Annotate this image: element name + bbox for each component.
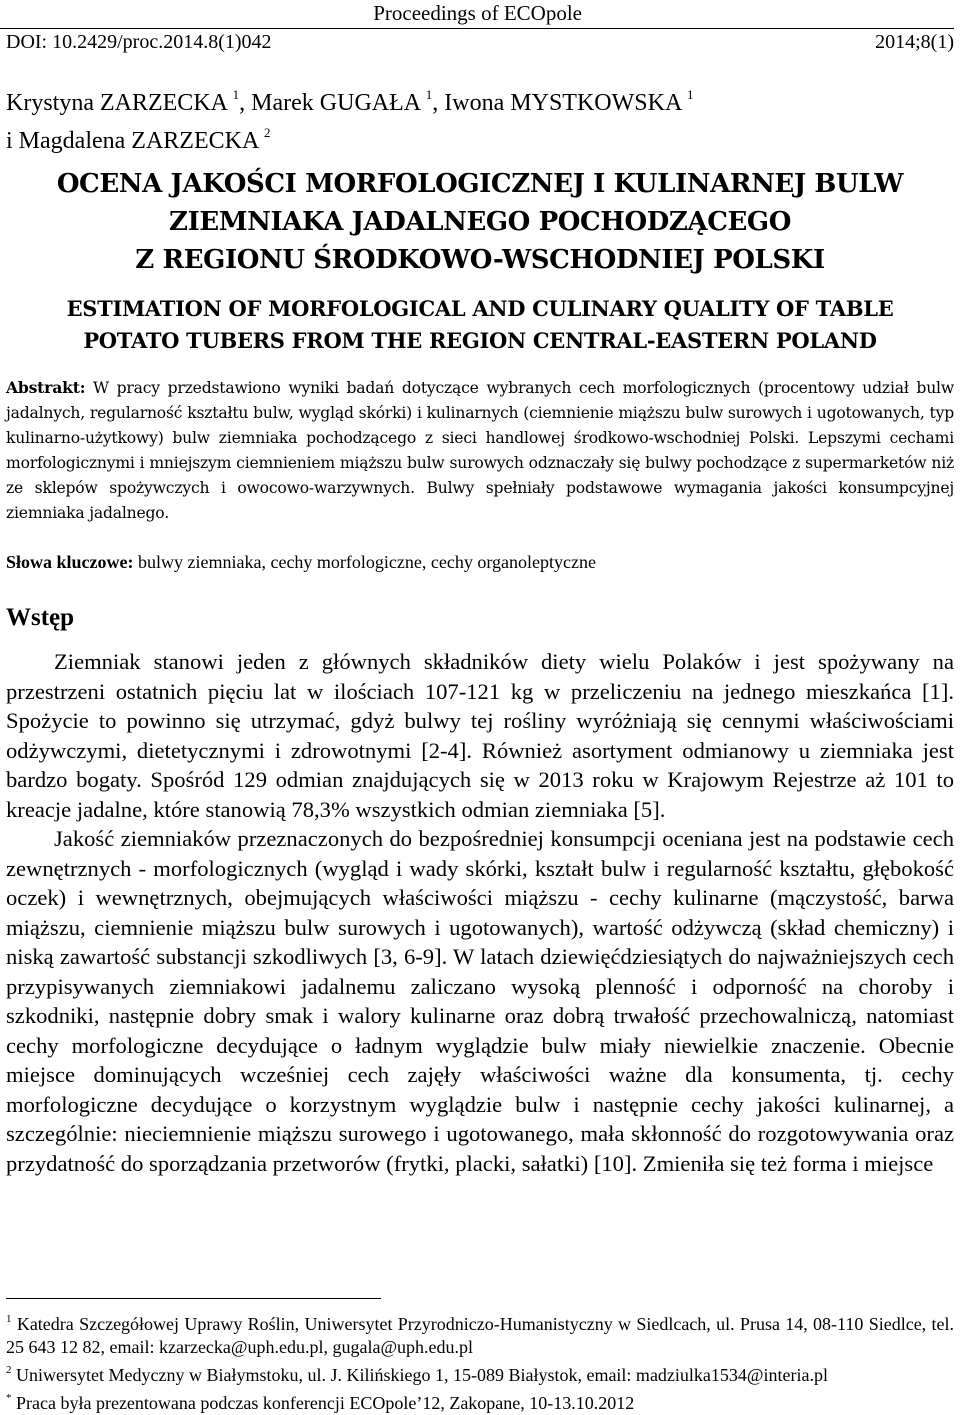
affiliation-mark: 1 — [686, 87, 694, 102]
footnote-text: Uniwersytet Medyczny w Białymstoku, ul. J. Kilińskiego 1, 15-089 Białystok, email: madziulka1534@interia.pl — [11, 1365, 828, 1385]
title-line: Z REGIONU ŚRODKOWO-WSCHODNIEJ POLSKI — [135, 245, 825, 275]
footnotes — [6, 1308, 954, 1415]
affiliation-mark: 2 — [263, 125, 271, 140]
title-line: ZIEMNIAKA JADALNEGO POCHODZĄCEGO — [169, 207, 791, 237]
keywords-text: bulwy ziemniaka, cechy morfologiczne, cechy organoleptyczne — [133, 552, 596, 572]
doi: DOI: 10.2429/proc.2014.8(1)042 — [6, 31, 272, 53]
abstract-text: W pracy przedstawiono wyniki badań dotyczące wybranych cech morfologicznych (procentowy udział bulw jadalnych, regularność kształtu bulw, wygląd skórki) i kulinarnych (ciemnienie miąższu bulw surowych i ugotowanych, typ kulinarno-użytkowy) bulw ziemniaka pochodzącego z sieci handlowej środkowo-wschodniej Polski. Lepszymi cechami morfologicznymi i mniejszym ciemnieniem miąższu bulw surowych odznaczały się bulwy pochodzące z supermarketów niż ze sklepów spożywczych i owocowo-warzywnych. Bulwy spełniały podstawowe wymagania jakości konsumpcyjnej ziemniaka jadalnego. — [6, 379, 954, 522]
footnote — [6, 1359, 954, 1387]
footnote — [6, 1387, 954, 1415]
paragraph: Jakość ziemniaków przeznaczonych do bezpośredniej konsumpcji oceniana jest na podstawie cech zewnętrznych - morfologicznych (wygląd i wady skórki, kształt bulw i regularność kształtu, głębokość oczek) i wewnętrznych, obejmujących właściwości miąższu - cechy kulinarne (mączystość, barwa miąższu, ciemnienie miąższu bulw surowych i ugotowanych), wartość odżywczą (skład chemiczny) i niską zawartość substancji szkodliwych [3, 6-9]. W latach dziewięćdziesiątych do najważniejszych cech przypisywanych ziemniakowi jadalnemu zaliczano wysoką plenność i odporność na choroby i szkodniki, następnie dobry smak i walory kulinarne oraz dobrą trwałość przechowalniczą, natomiast cechy morfologiczne decydujące o ładnym wyglądzie bulw miały niewielkie znaczenie. Obecnie miejsce dominujących wcześniej cech zajęły właściwości ważne dla konsumenta, tj. cechy morfologiczne decydujące o korzystnym wyglądzie bulw i następnie cechy jakości kulinarnej, a szczególnie: nieciemnienie miąższu surowego i ugotowanego, mała skłonność do rozgotowywania oraz przydatność do sporządzania przetworów (frytki, placki, sałatki) [10]. Zmieniła się też forma i miejsce — [6, 826, 954, 1176]
footnote-mark: 2 — [6, 1364, 12, 1376]
author-name: , Iwona MYSTKOWSKA — [432, 90, 681, 116]
paragraph: Ziemniak stanowi jeden z głównych składników diety wielu Polaków i jest spożywany na przestrzeni ostatnich pięciu lat w ilościach 107-121 kg w przeliczeniu na jednego mieszkańca [1]. Spożycie to powinno się utrzymać, gdyż bulwy tej rośliny wyróżniają się cennymi właściwościami odżywczymi, dietetycznymi i zdrowotnymi [2-4]. Również asortyment odmianowy u ziemniaka jest bardzo bogaty. Spośród 129 odmian znajdujących się w 2013 roku w Krajowym Rejestrze aż 101 to kreacje jadalne, które stanowią 78,3% wszystkich odmian ziemniaka [5]. — [6, 649, 954, 822]
footnote-mark: 1 — [6, 1313, 12, 1325]
affiliation-mark: 1 — [232, 87, 240, 102]
section-heading: Wstęp — [6, 604, 75, 631]
title-line: OCENA JAKOŚCI MORFOLOGICZNEJ I KULINARNEJ BULW — [56, 169, 904, 199]
authors-line-1 — [6, 80, 693, 118]
footnote — [6, 1308, 954, 1359]
keywords — [6, 549, 954, 575]
author-name: i Magdalena ZARZECKA — [6, 128, 258, 154]
author-name: Krystyna ZARZECKA — [6, 90, 227, 116]
author-name: , Marek GUGAŁA — [239, 90, 420, 116]
title-line: ESTIMATION OF MORFOLOGICAL AND CULINARY QUALITY OF TABLE — [66, 296, 894, 321]
doi-row — [0, 28, 954, 55]
footnote-text: Praca była prezentowana podczas konferencji ECOpole’12, Zakopane, 10-13.10.2012 — [11, 1393, 635, 1413]
affiliation-mark: 1 — [425, 87, 433, 102]
abstract — [6, 375, 954, 526]
keywords-label: Słowa kluczowe: — [6, 552, 134, 572]
authors — [6, 80, 693, 156]
footnote-text: Katedra Szczegółowej Uprawy Roślin, Uniwersytet Przyrodniczo-Humanistyczny w Siedlcach, ul. Prusa 14, 08-110 Siedlce, tel. 25 643 12 82, email: kzarzecka@uph.edu.pl, gugala@uph.edu.pl — [6, 1314, 954, 1357]
authors-line-2 — [6, 118, 693, 156]
abstract-label: Abstrakt: — [6, 378, 86, 397]
title-line: POTATO TUBERS FROM THE REGION CENTRAL-EASTERN POLAND — [83, 328, 877, 353]
journal-name: Proceedings of ECOpole — [373, 1, 582, 25]
issue: 2014;8(1) — [875, 31, 954, 53]
body-text — [6, 647, 954, 1178]
title-polish — [0, 165, 960, 279]
footnote-divider — [6, 1298, 381, 1299]
title-english — [0, 293, 960, 357]
footnote-mark: * — [6, 1392, 12, 1404]
